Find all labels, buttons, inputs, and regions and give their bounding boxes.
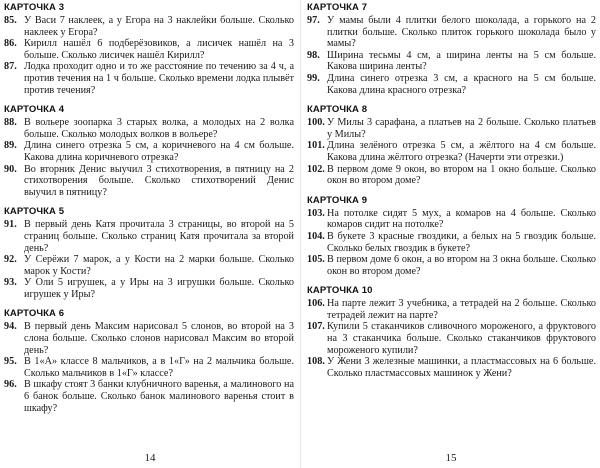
problem-number: 93. bbox=[4, 277, 17, 289]
problem-item bbox=[307, 298, 596, 321]
problem-text: У мамы были 4 плитки белого шоколада, а горького на 2 плитки больше. Сколько плиток горького шоколада было у мамы? bbox=[327, 15, 596, 50]
problem-text: На потолке сидят 5 мух, а комаров на 4 больше. Сколько комаров сидит на потолке? bbox=[327, 207, 596, 231]
card bbox=[4, 308, 294, 414]
card bbox=[4, 104, 294, 198]
problem-text: На парте лежит 3 учебника, а тетрадей на 2 больше. Сколько тетрадей лежит на парте? bbox=[327, 298, 596, 321]
card-title: КАРТОЧКА 9 bbox=[307, 194, 368, 206]
problem-number: 94. bbox=[4, 321, 17, 333]
problem-item bbox=[4, 356, 294, 379]
problem-item bbox=[307, 15, 596, 50]
problem-text: У Васи 7 наклеек, а у Егора на 3 наклейки больше. Сколько наклеек у Егора? bbox=[24, 15, 294, 38]
card bbox=[307, 195, 596, 278]
problem-text: Лодка проходит одно и то же расстояние по течению за 4 ч, а против течения на 1 ч больше. Сколько времени лодка плывёт против течения? bbox=[24, 61, 294, 96]
right-page bbox=[300, 0, 600, 468]
problem-number: 104. bbox=[307, 230, 325, 242]
card-title: КАРТОЧКА 6 bbox=[4, 308, 65, 320]
card bbox=[307, 2, 596, 96]
problem-number: 102. bbox=[307, 163, 325, 175]
problem-text: У Серёжи 7 марок, а у Кости на 2 марки больше. Сколько марок у Кости? bbox=[24, 254, 294, 277]
problem-item bbox=[307, 73, 596, 96]
problem-text: Кирилл нашёл 6 подберёзовиков, а лисичек нашёл на 3 больше. Сколько лисичек нашёл Кирилл? bbox=[24, 38, 294, 61]
problem-number: 107. bbox=[307, 321, 325, 333]
problem-text: В 1«А» классе 8 мальчиков, а в 1«Г» на 2 мальчика больше. Сколько мальчиков в 1«Г» классе? bbox=[24, 356, 294, 379]
problem-item bbox=[4, 61, 294, 96]
problem-text: Ширина тесьмы 4 см, а ширина ленты на 5 см больше. Какова ширина ленты? bbox=[327, 49, 596, 73]
problem-text: В первый день Катя прочитала 3 страницы, во второй на 5 страниц больше. Сколько страниц Катя прочитала за второй день? bbox=[24, 219, 294, 254]
problem-text: Длина синего отрезка 5 см, а коричневого на 4 см больше. Какова длина коричневого отрезка? bbox=[24, 140, 294, 163]
problem-number: 85. bbox=[4, 15, 17, 26]
problem-text: Длина синего отрезка 3 см, а красного на 5 см больше. Какова длина красного отрезка? bbox=[327, 72, 596, 96]
problem-text: В шкафу стоят 3 банки клубничного варенья, а малинового на 6 банок больше. Сколько банок малинового варенья стоит в шкафу? bbox=[24, 379, 294, 414]
problem-number: 96. bbox=[4, 379, 17, 391]
problem-text: Во вторник Денис выучил 3 стихотворения, в пятницу на 2 стихотворения больше. Сколько стихотворений Денис выучил в пятницу? bbox=[24, 163, 294, 198]
card-title: КАРТОЧКА 10 bbox=[307, 285, 373, 297]
problem-item bbox=[4, 379, 294, 414]
problem-item bbox=[307, 208, 596, 231]
problem-item bbox=[4, 140, 294, 163]
page-number-right: 15 bbox=[445, 452, 457, 464]
problem-text: В первый день Максим нарисовал 5 слонов, во второй на 3 слона больше. Сколько слонов нарисовал Максим во второй день? bbox=[24, 321, 294, 356]
problem-number: 95. bbox=[4, 356, 17, 368]
page-number-left: 14 bbox=[144, 452, 156, 464]
problem-number: 86. bbox=[4, 38, 17, 50]
left-cards bbox=[4, 2, 294, 414]
problem-number: 89. bbox=[4, 140, 17, 152]
card-title: КАРТОЧКА 7 bbox=[307, 2, 368, 13]
problem-text: У Оли 5 игрушек, а у Иры на 3 игрушки больше. Сколько игрушек у Иры? bbox=[24, 277, 294, 300]
card bbox=[4, 206, 294, 300]
problem-number: 105. bbox=[307, 254, 325, 266]
problem-number: 91. bbox=[4, 219, 17, 231]
problem-number: 101. bbox=[307, 140, 325, 152]
card bbox=[307, 285, 596, 379]
problem-item bbox=[4, 321, 294, 356]
problem-item bbox=[307, 231, 596, 254]
problem-number: 97. bbox=[307, 15, 320, 26]
problem-item bbox=[4, 38, 294, 61]
card-title: КАРТОЧКА 4 bbox=[4, 104, 65, 116]
card-title: КАРТОЧКА 8 bbox=[307, 104, 368, 116]
problem-text: Купили 5 стаканчиков сливочного мороженого, а фруктового на 3 стаканчика больше. Сколько стаканчиков фруктового мороженого купили? bbox=[327, 321, 596, 356]
problem-text: У Жени 3 железные машинки, а пластмассовых на 6 больше. Сколько пластмассовых машинок у Жени? bbox=[327, 356, 596, 379]
problem-number: 106. bbox=[307, 298, 325, 310]
problem-item bbox=[4, 15, 294, 38]
card-title: КАРТОЧКА 5 bbox=[4, 206, 65, 218]
problem-item bbox=[307, 117, 596, 140]
problem-item bbox=[4, 164, 294, 199]
problem-item bbox=[307, 50, 596, 73]
problem-item bbox=[4, 219, 294, 254]
card bbox=[307, 104, 596, 187]
problem-number: 87. bbox=[4, 61, 17, 73]
problem-text: В букете 3 красные гвоздики, а белых на 5 гвоздик больше. Сколько белых гвоздик в букете? bbox=[327, 230, 596, 254]
problem-item bbox=[307, 254, 596, 277]
problem-item bbox=[307, 164, 596, 187]
card bbox=[4, 2, 294, 96]
problem-text: Длина зелёного отрезка 5 см, а жёлтого на 4 см больше. Какова длина жёлтого отрезка? (Начерти эти отрезки.) bbox=[327, 140, 596, 163]
problem-number: 90. bbox=[4, 163, 17, 175]
problem-number: 108. bbox=[307, 356, 325, 368]
problem-item bbox=[4, 277, 294, 300]
problem-text: У Милы 3 сарафана, а платьев на 2 больше. Сколько платьев у Милы? bbox=[327, 117, 596, 140]
problem-text: В первом доме 9 окон, во втором на 1 окно больше. Сколько окон во втором доме? bbox=[327, 163, 596, 187]
problem-item bbox=[307, 321, 596, 356]
problem-text: В вольере зоопарка 3 старых волка, а молодых на 2 волка больше. Сколько молодых волков в вольере? bbox=[24, 117, 294, 140]
problem-item bbox=[307, 356, 596, 379]
problem-number: 103. bbox=[307, 207, 325, 219]
problem-item bbox=[4, 254, 294, 277]
card-title: КАРТОЧКА 3 bbox=[4, 2, 65, 13]
problem-item bbox=[4, 117, 294, 140]
problem-item bbox=[307, 140, 596, 163]
right-cards bbox=[307, 2, 596, 379]
problem-number: 100. bbox=[307, 117, 325, 129]
problem-number: 98. bbox=[307, 49, 320, 61]
problem-number: 92. bbox=[4, 254, 17, 266]
problem-text: В первом доме 6 окон, а во втором на 3 окна больше. Сколько окон во втором доме? bbox=[327, 254, 596, 277]
problem-number: 99. bbox=[307, 72, 320, 84]
problem-number: 88. bbox=[4, 117, 17, 129]
